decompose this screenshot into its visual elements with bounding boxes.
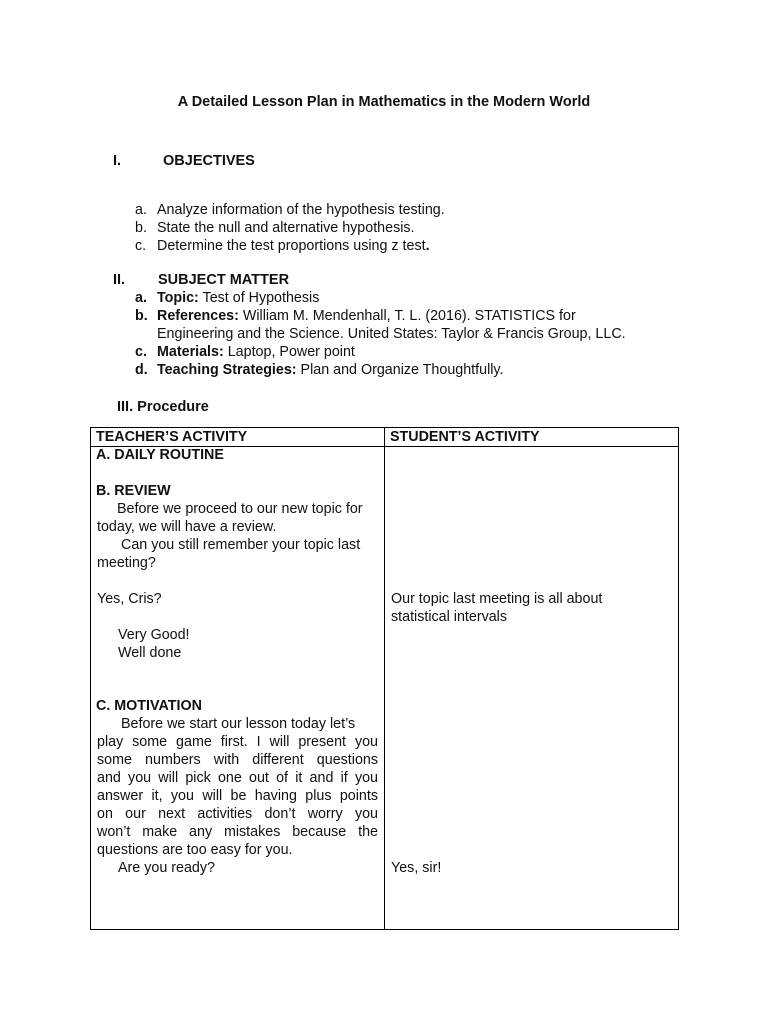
objective-item [135, 220, 415, 236]
subject-label: b. [135, 308, 148, 324]
subject-key: Teaching Strategies: [157, 362, 297, 378]
procedure-body-row [91, 447, 679, 930]
objective-text: Analyze information of the hypothesis testing. [157, 202, 445, 218]
objective-label: b. [135, 220, 147, 236]
motivation-text: and you will pick one out of it and if you [97, 770, 378, 786]
review-heading: B. REVIEW [96, 483, 171, 499]
procedure-table [90, 427, 679, 930]
student-answer: statistical intervals [391, 609, 508, 625]
review-text: Can you still remember your topic last [121, 537, 361, 553]
motivation-text: Before we start our lesson today let’s [121, 716, 356, 732]
motivation-heading: C. MOTIVATION [96, 698, 202, 714]
objective-label: a. [135, 202, 147, 218]
objective-label: c. [135, 238, 147, 254]
daily-routine-heading: A. DAILY ROUTINE [96, 447, 224, 463]
subject-key: References: [157, 308, 239, 324]
subject-item-materials [135, 344, 355, 360]
student-activity-header: STUDENT’S ACTIVITY [385, 428, 679, 447]
subject-key: Materials: [157, 344, 224, 360]
teacher-activity-header: TEACHER’S ACTIVITY [91, 428, 385, 447]
document-title: A Detailed Lesson Plan in Mathematics in the Modern World [177, 94, 591, 110]
subject-value: Laptop, Power point [227, 344, 355, 360]
subject-matter-numeral: II. [113, 272, 126, 288]
objective-text: Determine the test proportions using z test [157, 238, 426, 254]
motivation-text: won’t make any mistakes because the [97, 824, 378, 840]
objective-period: . [425, 238, 430, 254]
motivation-text: play some game first. I will present you [97, 734, 378, 750]
objective-item [135, 238, 430, 254]
motivation-text: questions are too easy for you. [97, 842, 293, 858]
subject-item-strategies [135, 362, 503, 378]
subject-value: William M. Mendenhall, T. L. (2016). STATISTICS for [242, 308, 576, 324]
subject-label: a. [135, 290, 147, 306]
motivation-text: answer it, you will be having plus points [97, 788, 378, 804]
subject-references-continued: Engineering and the Science. United States: Taylor & Francis Group, LLC. [157, 326, 626, 342]
objectives-heading: OBJECTIVES [163, 153, 255, 169]
motivation-text: some numbers with different questions [97, 752, 378, 768]
motivation-ready: Are you ready? [118, 860, 215, 876]
subject-value: Plan and Organize Thoughtfully. [300, 362, 504, 378]
review-text: meeting? [97, 555, 156, 571]
student-activity-cell [385, 447, 679, 930]
objective-item [135, 202, 445, 218]
subject-key: Topic: [157, 290, 199, 306]
subject-item-references [135, 308, 576, 324]
subject-item-topic [135, 290, 319, 306]
subject-matter-heading: SUBJECT MATTER [158, 272, 290, 288]
subject-value: Test of Hypothesis [202, 290, 320, 306]
student-answer: Our topic last meeting is all about [391, 591, 603, 607]
procedure-header-row [91, 428, 679, 447]
objectives-numeral: I. [113, 153, 122, 169]
student-reply: Yes, sir! [391, 860, 442, 876]
teacher-activity-cell [91, 447, 385, 930]
review-text: today, we will have a review. [97, 519, 277, 535]
review-praise: Very Good! [118, 627, 190, 643]
objective-text: State the null and alternative hypothesis. [157, 220, 415, 236]
subject-label: c. [135, 344, 147, 360]
review-text: Before we proceed to our new topic for [117, 501, 363, 517]
subject-label: d. [135, 362, 148, 378]
motivation-text: on our next activities don’t worry you [97, 806, 378, 822]
procedure-heading: III. Procedure [117, 399, 209, 415]
review-praise: Well done [118, 645, 182, 661]
review-ask: Yes, Cris? [97, 591, 162, 607]
